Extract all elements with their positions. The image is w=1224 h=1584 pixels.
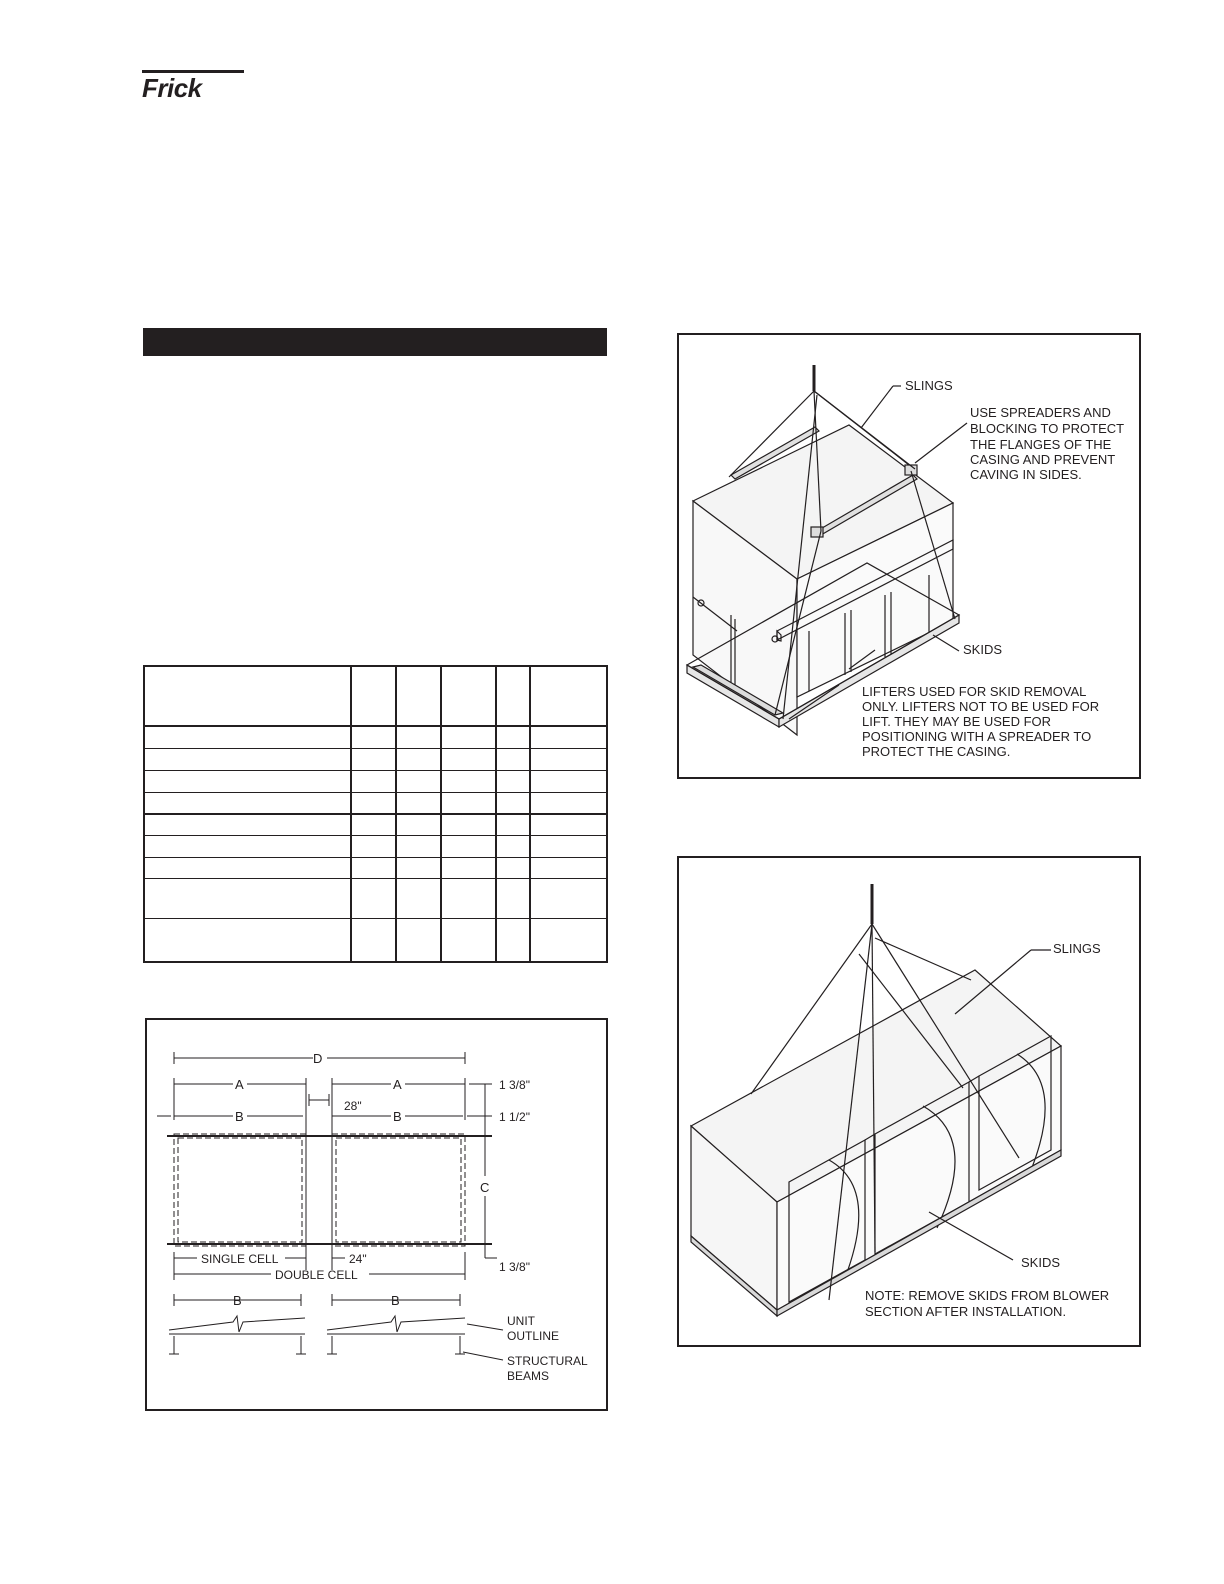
table-row-rule bbox=[145, 770, 606, 771]
label-structural-beams-1: STRUCTURAL bbox=[507, 1354, 588, 1368]
dim-24: 24" bbox=[349, 1252, 367, 1266]
dim-a-left: A bbox=[235, 1077, 244, 1092]
label-lifters-line-3: LIFT. THEY MAY BE USED FOR bbox=[862, 714, 1052, 729]
label-single-cell: SINGLE CELL bbox=[201, 1252, 279, 1266]
label-spreaders-line-1: USE SPREADERS AND bbox=[970, 405, 1111, 420]
label-structural-beams-2: BEAMS bbox=[507, 1369, 550, 1383]
label-lifters-line-5: PROTECT THE CASING. bbox=[862, 744, 1011, 759]
label-spreaders-line-2: BLOCKING TO PROTECT bbox=[970, 421, 1125, 436]
section-header-bar bbox=[143, 328, 607, 356]
label-spreaders-line-5: CAVING IN SIDES. bbox=[970, 467, 1082, 482]
table-row-rule bbox=[145, 878, 606, 879]
table-row-rule bbox=[145, 857, 606, 858]
dim-b-left: B bbox=[235, 1109, 244, 1124]
label-skids: SKIDS bbox=[963, 642, 1003, 657]
dim-b-beam-left: B bbox=[233, 1293, 242, 1308]
dimension-drawing bbox=[147, 1020, 606, 1409]
spec-table bbox=[143, 665, 608, 963]
dimension-figure bbox=[145, 1018, 608, 1411]
frick-logo bbox=[142, 70, 244, 104]
label-lifters-line-1: LIFTERS USED FOR SKID REMOVAL bbox=[862, 684, 1087, 699]
dim-c: C bbox=[480, 1180, 490, 1195]
lifting-figure-blower bbox=[677, 856, 1141, 1347]
table-row-rule bbox=[145, 792, 606, 793]
dim-1-3-8-bottom: 1 3/8" bbox=[499, 1260, 530, 1274]
table-row-rule bbox=[145, 748, 606, 749]
label-double-cell: DOUBLE CELL bbox=[275, 1268, 358, 1282]
label-lifters-line-2: ONLY. LIFTERS NOT TO BE USED FOR bbox=[862, 699, 1100, 714]
dim-28: 28" bbox=[344, 1099, 362, 1113]
label-unit-outline-2: OUTLINE bbox=[507, 1329, 560, 1343]
table-row-rule bbox=[145, 835, 606, 836]
label-unit-outline-1: UNIT bbox=[507, 1314, 535, 1328]
label-skids-2: SKIDS bbox=[1021, 1255, 1061, 1270]
lifting-illustration-1 bbox=[679, 335, 1139, 777]
label-spreaders-line-4: CASING AND PREVENT bbox=[970, 452, 1116, 467]
dim-b-beam-right: B bbox=[391, 1293, 400, 1308]
lifting-illustration-2 bbox=[679, 858, 1139, 1345]
table-header-rule bbox=[145, 725, 606, 727]
dim-1-1-2: 1 1/2" bbox=[499, 1110, 530, 1124]
dim-b-right: B bbox=[393, 1109, 402, 1124]
dim-1-3-8-top: 1 3/8" bbox=[499, 1078, 530, 1092]
logo-wordmark: Frick bbox=[142, 73, 202, 103]
dim-d: D bbox=[313, 1051, 323, 1066]
lifting-figure-skids bbox=[677, 333, 1141, 779]
note-line-2: SECTION AFTER INSTALLATION. bbox=[865, 1304, 1067, 1319]
label-spreaders-line-3: THE FLANGES OF THE bbox=[970, 437, 1112, 452]
label-slings: SLINGS bbox=[905, 378, 953, 393]
table-group-rule bbox=[145, 813, 606, 815]
label-lifters-line-4: POSITIONING WITH A SPREADER TO bbox=[862, 729, 1092, 744]
dim-a-right: A bbox=[393, 1077, 402, 1092]
label-slings-2: SLINGS bbox=[1053, 941, 1101, 956]
table-row-rule bbox=[145, 918, 606, 919]
note-line-1: NOTE: REMOVE SKIDS FROM BLOWER bbox=[865, 1288, 1110, 1303]
